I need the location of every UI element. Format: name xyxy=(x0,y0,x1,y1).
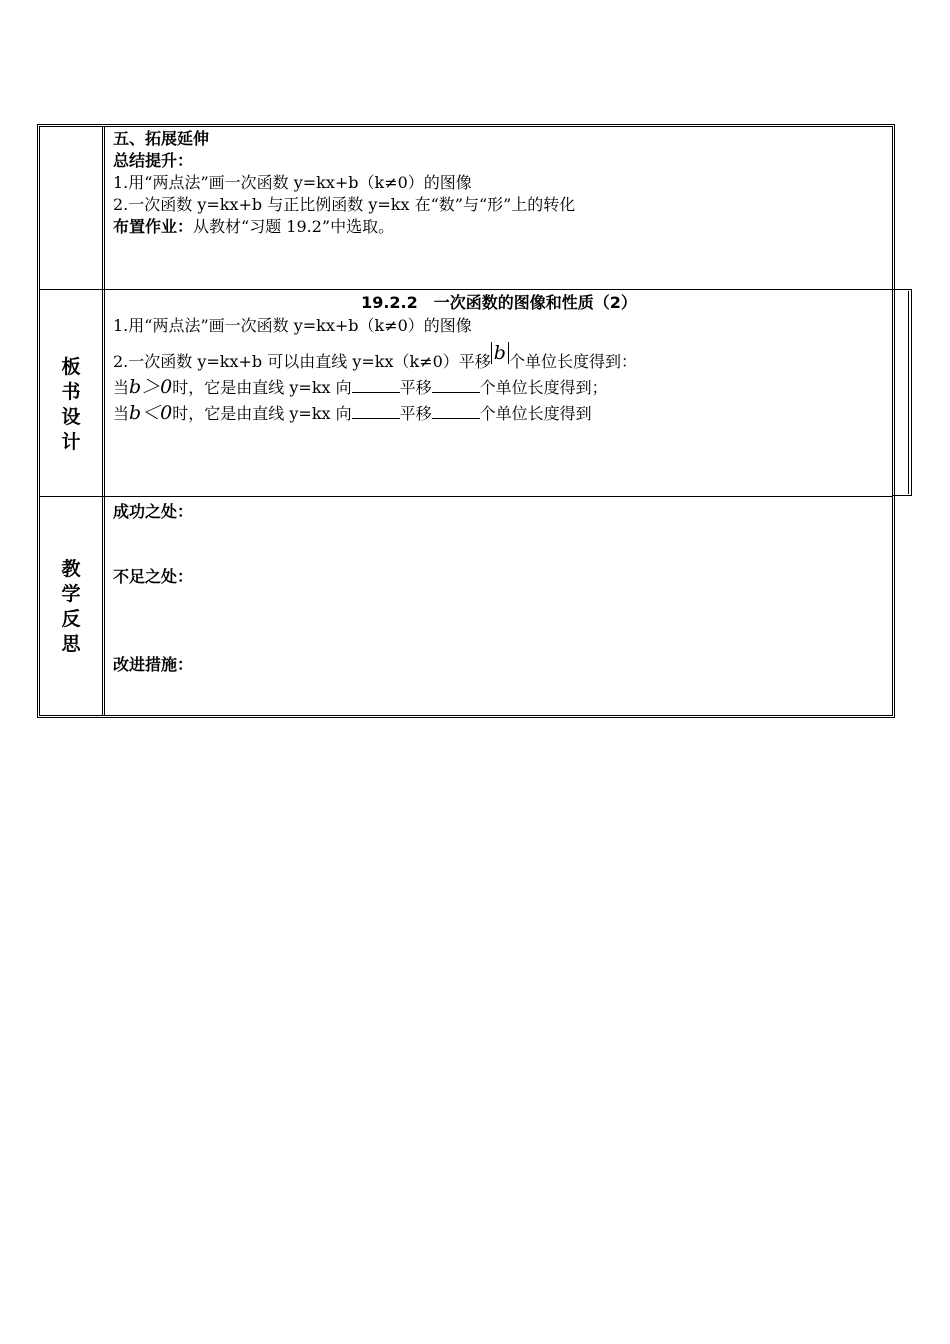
summary-label: 总结提升： xyxy=(113,151,194,170)
board-line-4: 当b＜0时，它是由直线 y=kx 向 平移 个单位长度得到 xyxy=(113,402,592,424)
abs-b: b xyxy=(491,342,509,364)
board-line-1: 1.用“两点法”画一次函数 y=kx+b（k≠0）的图像 xyxy=(113,316,472,335)
extension-heading: 五、拓展延伸 xyxy=(113,129,210,148)
blank-direction-2 xyxy=(352,402,400,419)
condition-positive: b＞0 xyxy=(129,376,173,398)
reflection-label: 教 学 反 思 xyxy=(61,558,81,655)
board-title: 19.2.2 一次函数的图像和性质（2） xyxy=(361,293,637,312)
success-label: 成功之处： xyxy=(113,502,194,521)
row-divider-1 xyxy=(39,289,893,290)
homework-text: 从教材“习题 19.2”中选取。 xyxy=(193,217,395,236)
column-divider-double xyxy=(104,126,105,716)
column-divider xyxy=(102,126,103,716)
summary-item-1: 1.用“两点法”画一次函数 y=kx+b（k≠0）的图像 xyxy=(113,173,472,192)
board-design-label: 板 书 设 计 xyxy=(61,356,81,453)
board-line-3: 当b＞0时，它是由直线 y=kx 向 平移 个单位长度得到； xyxy=(113,376,608,398)
summary-item-2: 2.一次函数 y=kx+b 与正比例函数 y=kx 在“数”与“形”上的转化 xyxy=(113,195,576,214)
table-edge-offset-inner xyxy=(893,291,909,494)
board-line-2: 2.一次函数 y=kx+b 可以由直线 y=kx（k≠0）平移 b 个单位长度得到： xyxy=(113,342,637,371)
homework-line xyxy=(113,216,394,238)
condition-negative: b＜0 xyxy=(129,402,173,424)
shortcoming-label: 不足之处： xyxy=(113,567,194,586)
blank-amount-1 xyxy=(432,376,480,393)
homework-label: 布置作业： xyxy=(113,217,194,236)
row-divider-2 xyxy=(39,496,893,497)
blank-amount-2 xyxy=(432,402,480,419)
blank-direction-1 xyxy=(352,376,400,393)
improvement-label: 改进措施： xyxy=(113,655,194,674)
